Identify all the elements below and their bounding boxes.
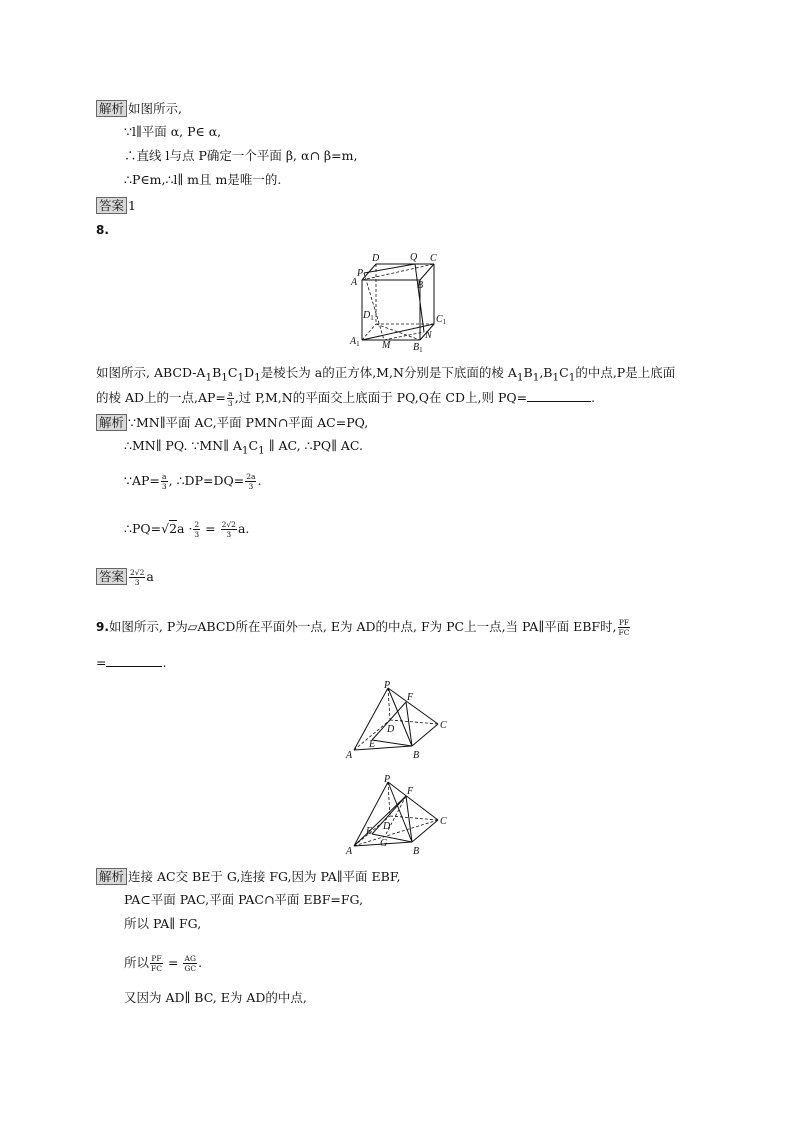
- cube-label-C: C: [430, 253, 437, 264]
- pyr2-label-F: F: [407, 786, 414, 797]
- cube-label-A1: $A_1$: [350, 336, 360, 348]
- prev-answer: 1: [128, 198, 136, 213]
- pyr1-label-F: F: [407, 692, 414, 703]
- pyr1-label-P: P: [384, 680, 391, 691]
- q8-answer: $\frac{2√2}{3}$: [130, 568, 145, 587]
- cube-figure: [340, 248, 460, 354]
- q9-analysis-1: 连接 AC交 BE于 G,连接 FG,因为 PA∥平面 EBF,: [128, 869, 401, 884]
- cube-label-D1: $D_1$: [363, 310, 374, 322]
- analysis-tag: 解析: [96, 100, 127, 117]
- q8-analysis-2: ∴MN∥ PQ. ∵MN∥ $A_1C_1$ ∥ AC, ∴PQ∥ AC.: [124, 438, 364, 457]
- q9-answer-blank: [106, 654, 162, 667]
- prev-line-3: ∴直线 l与点 P确定一个平面 β, α∩ β=m,: [124, 148, 358, 163]
- cube-label-A: A: [351, 277, 358, 288]
- answer-tag: 答案: [96, 197, 127, 214]
- pyr1-label-A: A: [346, 750, 353, 761]
- q9-analysis-2: PA⊂平面 PAC,平面 PAC∩平面 EBF=FG,: [124, 892, 364, 907]
- analysis-tag: 解析: [96, 414, 127, 431]
- pyr1-label-B: B: [413, 750, 420, 761]
- question-number-8: 8.: [96, 223, 109, 237]
- cube-label-C1: $C_1$: [436, 314, 447, 326]
- prev-line-2: ∵l∥平面 α, P∈ α,: [124, 124, 222, 139]
- pyr1-label-E: E: [369, 739, 376, 750]
- pyr2-label-B: B: [413, 846, 420, 857]
- pyr2-label-E: E: [366, 826, 373, 837]
- q9-analysis-4: 所以 $\frac{PF}{FC}$ = $\frac{AG}{GC}$ .: [124, 954, 203, 973]
- q8-stem-line-1: 如图所示, ABCD-$A_1B_1C_1D_1$是棱长为 a的正方体,M,N分别是下底面的棱 $A_1B_1,B_1C_1$的中点,P是上底面: [96, 365, 676, 384]
- pyr1-label-C: C: [440, 720, 447, 731]
- q8-stem-line-2: 的棱 AD上的一点,AP= $\frac{a}{3}$ ,过 P,M,N的平面交上底面于 PQ,Q在 CD上,则 PQ= .: [96, 389, 596, 408]
- cube-label-B: B: [417, 280, 424, 291]
- q8-analysis-3: ∵AP= $\frac{a}{3}$ , ∴DP=DQ= $\frac{2a}{3}$ .: [124, 472, 262, 491]
- prev-line-1: 如图所示,: [128, 101, 182, 116]
- q9-analysis-3: 所以 PA∥ FG,: [124, 916, 202, 931]
- q8-answer-blank: [527, 389, 591, 402]
- cube-label-D: D: [372, 253, 380, 264]
- prev-line-4: ∴P∈m,∴l∥ m且 m是唯一的.: [124, 172, 282, 187]
- q8-analysis-1: ∵MN∥平面 AC,平面 PMN∩平面 AC=PQ,: [128, 415, 369, 430]
- cube-label-Q: Q: [410, 252, 418, 263]
- cube-label-M: M: [382, 340, 391, 351]
- pyr2-label-D: D: [383, 821, 391, 832]
- pyr1-label-D: D: [387, 724, 395, 735]
- pyr2-label-C: C: [440, 816, 447, 827]
- pyramid-figure-1: [342, 680, 454, 764]
- analysis-tag: 解析: [96, 868, 127, 885]
- answer-tag: 答案: [96, 568, 127, 585]
- pyr2-label-P: P: [384, 774, 391, 785]
- q9-stem-line-2: = .: [96, 655, 167, 670]
- cube-label-N: N: [425, 330, 432, 341]
- q9-stem-line-1: 9.如图所示, P为▱ABCD所在平面外一点, E为 AD的中点, F为 PC上一点,当 PA∥平面 EBF时, $\frac{PF}{FC}$: [96, 618, 630, 637]
- q8-analysis-4: ∴PQ=√2a · $\frac{2}{3}$ = $\frac{2√2}{3}$ a.: [124, 520, 250, 539]
- pyr2-label-A: A: [346, 846, 353, 857]
- pyr2-label-G: G: [380, 838, 388, 849]
- pyramid-figure-2: [342, 774, 454, 858]
- cube-label-B1: $B_1$: [413, 342, 423, 354]
- q9-analysis-5: 又因为 AD∥ BC, E为 AD的中点,: [124, 990, 307, 1005]
- cube-label-P: P: [357, 268, 364, 279]
